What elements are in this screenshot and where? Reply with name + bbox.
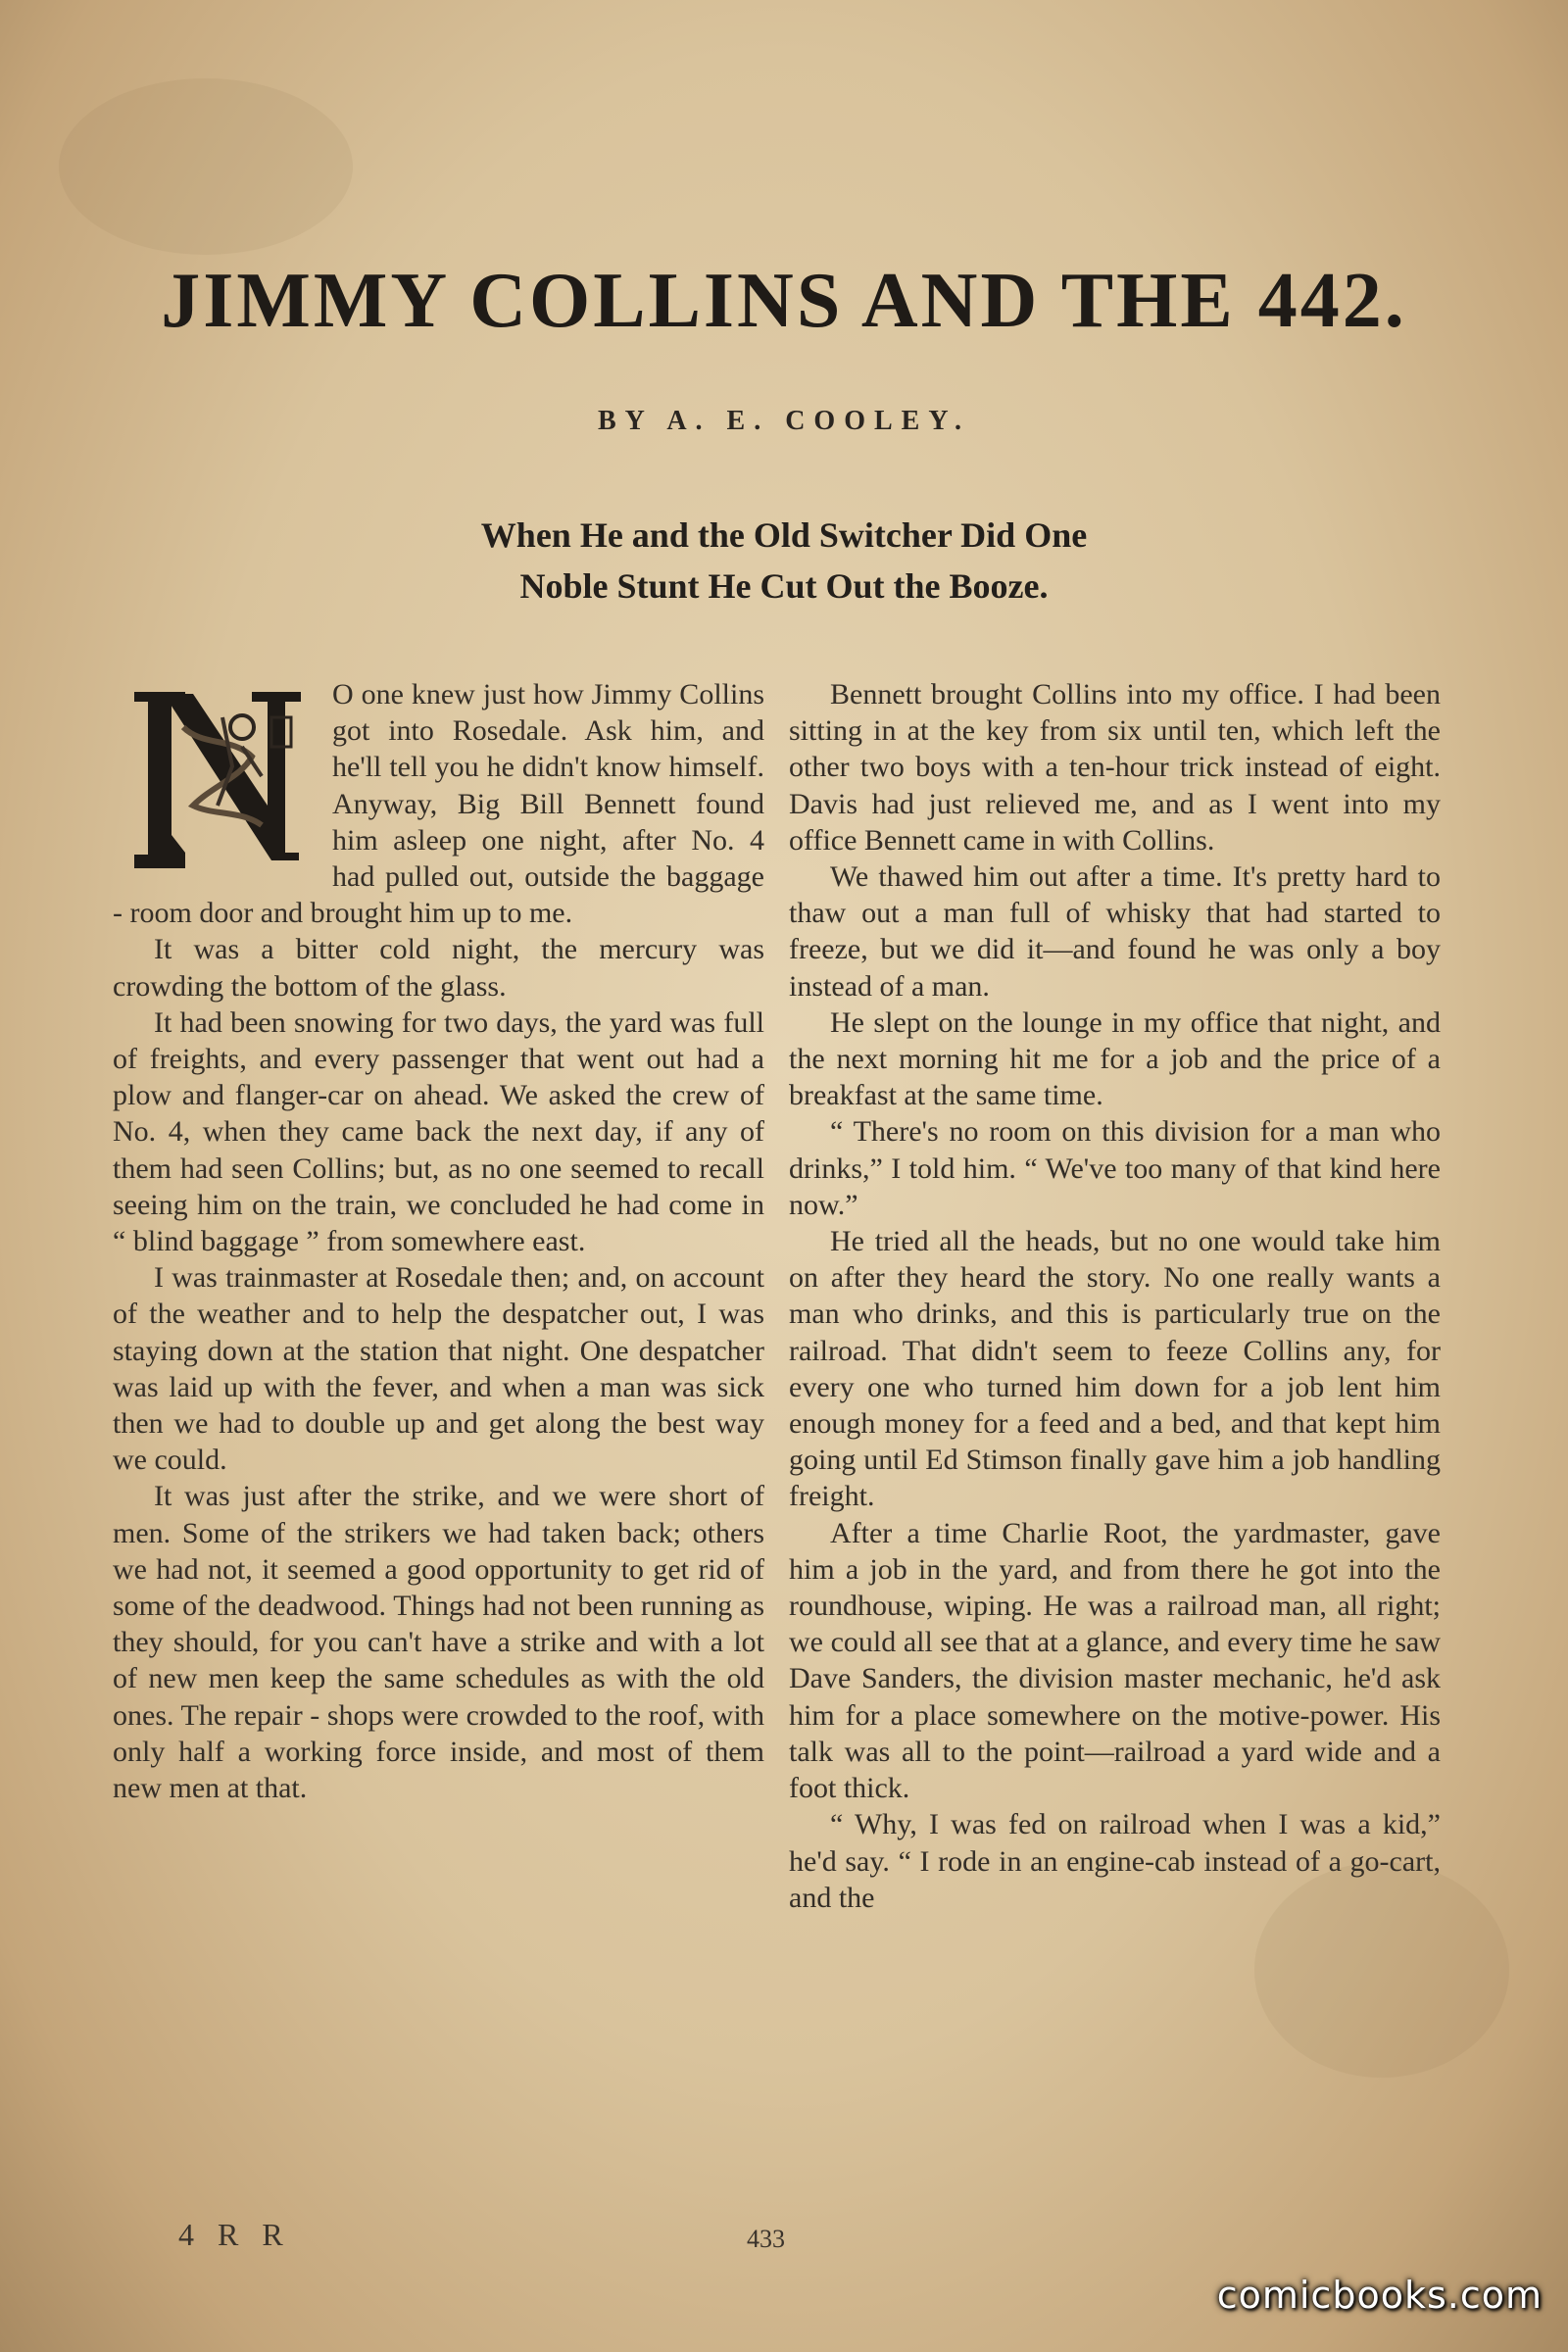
folio-signature: 4 R R <box>178 2217 291 2252</box>
drop-cap-n-icon <box>124 688 311 874</box>
paragraph: We thawed him out after a time. It's pretty hard to thaw out a man full of whisky that had started to freeze, but we did it—and found he was only a boy instead of a man. <box>789 860 1441 1003</box>
deck-line: Noble Stunt He Cut Out the Booze. <box>519 566 1049 606</box>
paragraph: O one knew just how Jimmy Collins got into Rosedale. Ask him, and he'll tell you he didn't know himself. Anyway, Big Bill Bennett found him asleep one night, after No. 4 had pulled out, outside the baggage - room door and brought him up to me. <box>113 678 764 930</box>
right-column <box>789 676 1441 1916</box>
paragraph: It had been snowing for two days, the yard was full of freights, and every passenger that went out had a plow and flanger-car on ahead. We asked the crew of No. 4, when they came back the next day, if any of them had seen Collins; but, as no one seemed to recall seeing him on the train, we concluded he had come in “ blind baggage ” from somewhere east. <box>113 1005 764 1258</box>
deck-line: When He and the Old Switcher Did One <box>480 515 1088 555</box>
left-column <box>113 676 764 1806</box>
drop-cap-n-illustration <box>124 688 311 874</box>
paragraph: He slept on the lounge in my office that night, and the next morning hit me for a job and the price of a breakfast at the same time. <box>789 1005 1441 1112</box>
paragraph: It was just after the strike, and we were short of men. Some of the strikers we had taken back; others we had not, it seemed a good opportunity to get rid of some of the deadwood. Things had not been running as they should, for you can't have a strike and with a lot of new men keep the same schedules as with the old ones. The repair - shops were crowded to the roof, with only half a working force inside, and most of them new men at that. <box>113 1480 764 1805</box>
paragraph: “ Why, I was fed on railroad when I was a kid,” he'd say. “ I rode in an engine-cab instead of a go-cart, and the <box>789 1808 1441 1914</box>
paper-stain <box>59 78 353 255</box>
page-number: 433 <box>747 2225 785 2253</box>
paragraph: Bennett brought Collins into my office. I had been sitting in at the key from six until ten, which left the other two boys with a ten-hour trick instead of eight. Davis had just relieved me, and as I went into my office Bennett came in with Collins. <box>789 678 1441 857</box>
article-byline: BY A. E. COOLEY. <box>598 406 970 436</box>
watermark-text: comicbooks.com <box>1216 2274 1543 2317</box>
paragraph: I was trainmaster at Rosedale then; and, on account of the weather and to help the despatcher out, I was staying down at the station that night. One despatcher was laid up with the fever, and when a man was sick then we had to double up and get along the best way we could. <box>113 1261 764 1477</box>
article-title: JIMMY COLLINS AND THE 442. <box>161 258 1407 344</box>
paragraph: “ There's no room on this division for a man who drinks,” I told him. “ We've too many of that kind here now.” <box>789 1115 1441 1221</box>
article-deck <box>0 510 1568 612</box>
paragraph: After a time Charlie Root, the yardmaster, gave him a job in the yard, and from there he got into the roundhouse, wiping. He was a railroad man, all right; we could all see that at a glance, and every time he saw Dave Sanders, the division master mechanic, he'd ask him for a place somewhere on the motive-power. His talk was all to the point—railroad a yard wide and a foot thick. <box>789 1516 1441 1805</box>
paragraph: He tried all the heads, but no one would take him on after they heard the story. No one really wants a man who drinks, and this is particularly true on the railroad. That didn't seem to feeze Collins any, for every one who turned him down for a job lent him enough money for a feed and a bed, and that kept him going until Ed Stimson finally gave him a job handling freight. <box>789 1225 1441 1513</box>
paragraph: It was a bitter cold night, the mercury was crowding the bottom of the glass. <box>113 933 764 1003</box>
